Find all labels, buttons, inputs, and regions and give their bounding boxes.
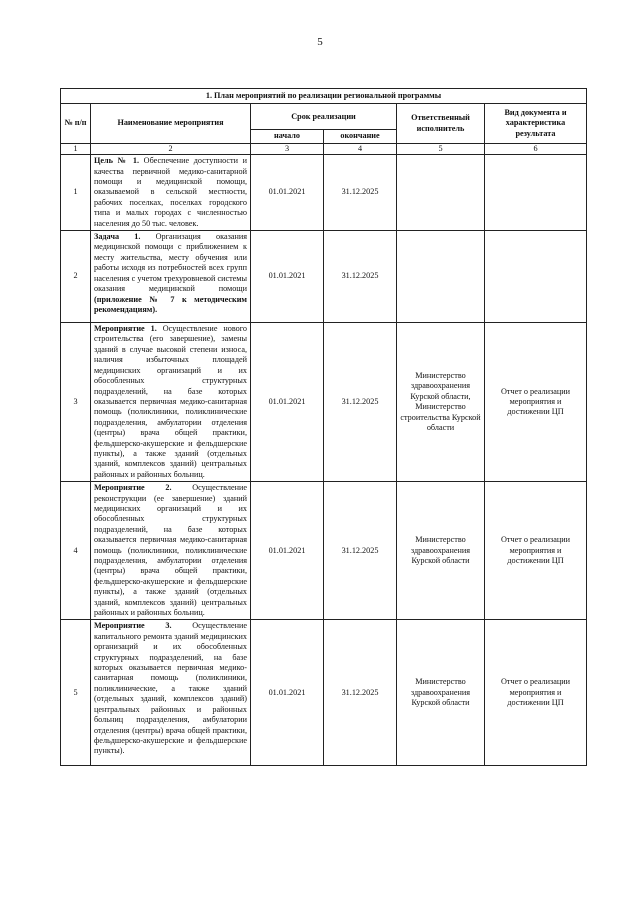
row-lead: Задача 1.: [94, 232, 141, 242]
row-text: Осуществление реконструкции (ее завершение) зданий медицинских организаций и их обособленных структурных подразделений, на базе которых оказывается первичная медико-санитарная помощь (поликлиники, поликлинические подразделения, амбулатории отделения (центры) врача общей практики, фельдшерско-акушерские и фельдшерские пункты), а также зданий (отдельных зданий, комплексов зданий) центральных районных и районных больниц.: [94, 483, 247, 618]
row-description: [91, 231, 251, 323]
row-num: 5: [61, 620, 91, 766]
table-row: [61, 482, 587, 620]
table-row: [61, 231, 587, 323]
index-cell: 6: [485, 143, 587, 154]
row-text: Осуществление капитального ремонта зданий медицинских организаций и их обособленных структурных подразделений, на базе которых оказывается первичная медико-санитарная помощь (поликлиники, поликлинические, а также зданий (отдельных зданий, комплексов зданий) центральных районных и районных больниц подразделения, амбулатории отделения (центры) врача общей практики, фельдшерско-акушерские и фельдшерские пункты).: [94, 621, 247, 756]
row-end: 31.12.2025: [324, 482, 397, 620]
row-lead: Цель № 1.: [94, 156, 140, 166]
row-responsible: [397, 231, 485, 323]
row-lead: Мероприятие 1.: [94, 324, 157, 334]
header-num: № п/п: [61, 104, 91, 143]
row-doc: Отчет о реализации мероприятия и достижении ЦП: [485, 620, 587, 766]
row-doc: [485, 231, 587, 323]
row-description: [91, 155, 251, 231]
row-responsible: Министерство здравоохранения Курской области, Министерство строительства Курской области: [397, 323, 485, 482]
row-start: 01.01.2021: [251, 155, 324, 231]
index-cell: 4: [324, 143, 397, 154]
header-doc: Вид документа и характеристика результата: [485, 104, 587, 143]
row-description: [91, 482, 251, 620]
page-number: 5: [317, 36, 323, 48]
row-num: 1: [61, 155, 91, 231]
header-period: Срок реализации: [251, 104, 397, 130]
table-row: [61, 323, 587, 482]
plan-table: [60, 88, 587, 766]
row-text: Обеспечение доступности и качества первичной медико-санитарной помощи и медицинской помощи, оказываемой в сельской местности, рабочих поселках, поселках городского типа и малых городах с численностью населения до 50 тыс. человек.: [94, 156, 247, 228]
row-description: [91, 323, 251, 482]
row-lead: Мероприятие 2.: [94, 483, 172, 493]
row-text: Организация оказания медицинской помощи с приближением к месту жительства, месту обучения или работы исходя из потребностей всех групп населения с учетом трехуровневой системы оказания медицинской помощи: [94, 232, 247, 294]
row-start: 01.01.2021: [251, 231, 324, 323]
row-lead: Мероприятие 3.: [94, 621, 172, 631]
row-text: Осуществление нового строительства (его завершение), замены зданий в случае высокой степени износа, наличия избыточных площадей медицинских организаций и их обособленных структурных подразделений, на базе которых оказывается первичная медико-санитарная помощь (поликлиники, поликлинические подразделения, амбулатории отделения (центры) врача общей практики, фельдшерско-акушерские и фельдшерские пункты), а также зданий (отдельных зданий, комплексов зданий) центральных районных и районных больниц.: [94, 324, 247, 479]
row-description: [91, 620, 251, 766]
index-row: [61, 143, 587, 154]
index-cell: 2: [91, 143, 251, 154]
row-num: 2: [61, 231, 91, 323]
row-start: 01.01.2021: [251, 620, 324, 766]
index-cell: 1: [61, 143, 91, 154]
row-responsible: Министерство здравоохранения Курской области: [397, 482, 485, 620]
index-cell: 5: [397, 143, 485, 154]
row-end: 31.12.2025: [324, 231, 397, 323]
row-start: 01.01.2021: [251, 482, 324, 620]
row-doc: Отчет о реализации мероприятия и достижении ЦП: [485, 482, 587, 620]
header-end: окончание: [324, 130, 397, 143]
row-responsible: [397, 155, 485, 231]
index-cell: 3: [251, 143, 324, 154]
row-num: 3: [61, 323, 91, 482]
row-num: 4: [61, 482, 91, 620]
table-row: [61, 620, 587, 766]
row-start: 01.01.2021: [251, 323, 324, 482]
header-name: Наименование мероприятия: [91, 104, 251, 143]
table-caption: 1. План мероприятий по реализации региональной программы: [61, 89, 587, 104]
row-end: 31.12.2025: [324, 323, 397, 482]
row-doc: Отчет о реализации мероприятия и достижении ЦП: [485, 323, 587, 482]
row-responsible: Министерство здравоохранения Курской области: [397, 620, 485, 766]
table-row: [61, 155, 587, 231]
row-end: 31.12.2025: [324, 620, 397, 766]
header-start: начало: [251, 130, 324, 143]
row-doc: [485, 155, 587, 231]
row-end: 31.12.2025: [324, 155, 397, 231]
header-responsible: Ответственный исполнитель: [397, 104, 485, 143]
row-appendix: (приложение № 7 к методическим рекомендациям).: [94, 294, 247, 314]
